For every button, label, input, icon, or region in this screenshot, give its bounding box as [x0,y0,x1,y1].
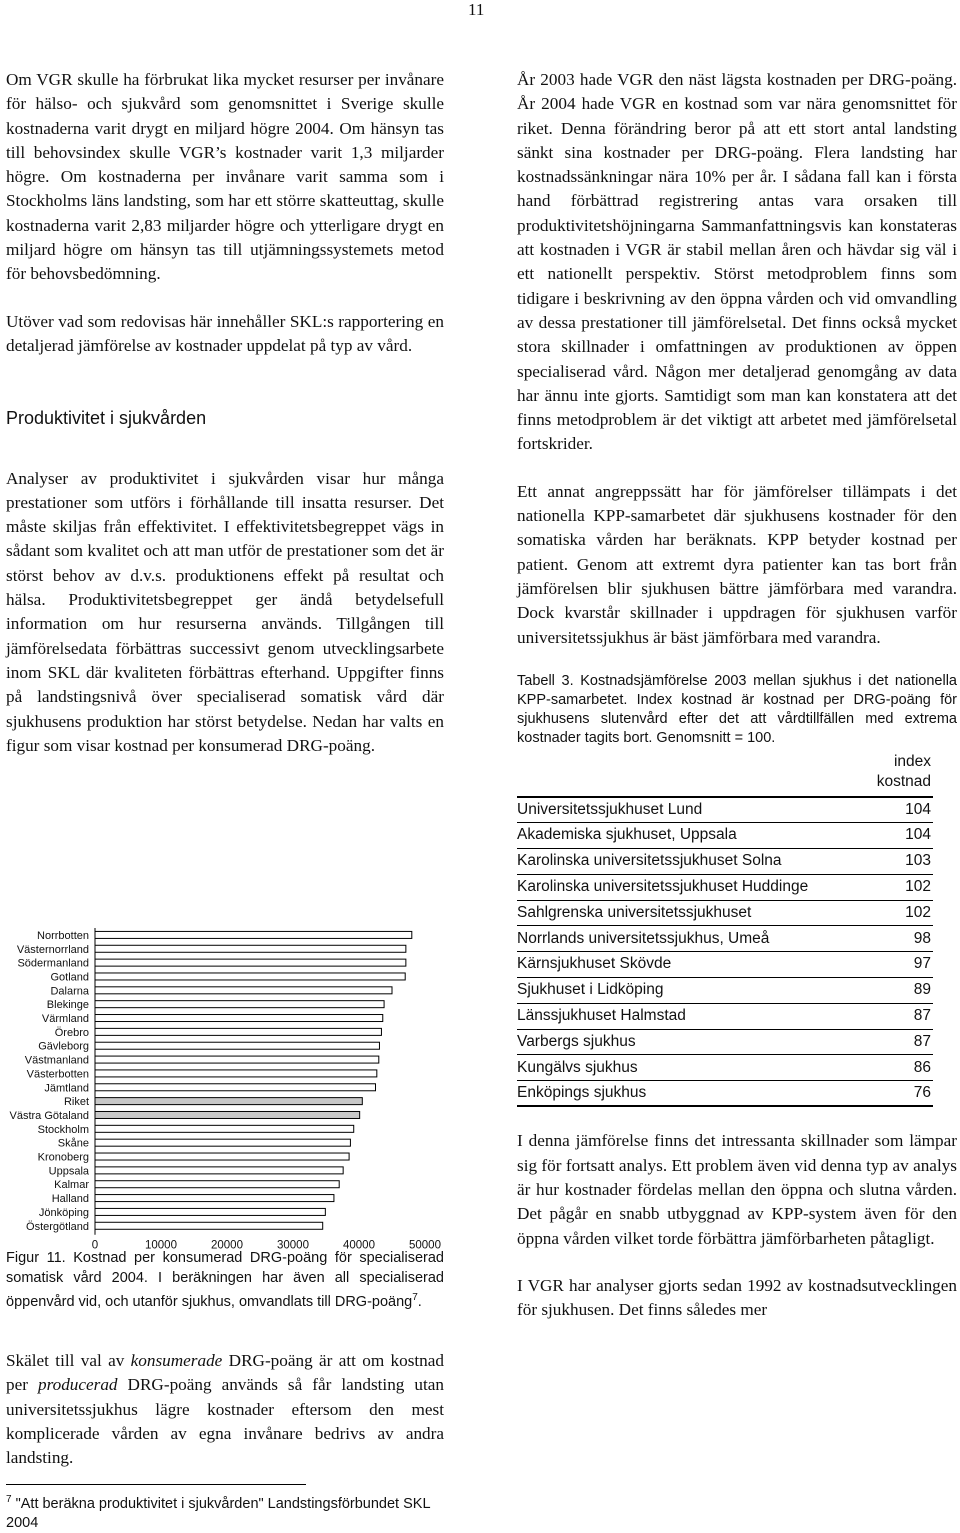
hospital-name: Länssjukhuset Halmstad [517,1006,686,1024]
hospital-name: Kungälvs sjukhus [517,1058,638,1076]
paragraph: I denna jämförelse finns det intressanta skillnader som lämpar sig för fortsatt analys. Ett problem även vid denna typ av analys är hur kostnader fördelas mellan den öppna och slutna vården. Det pågår en snabb utbyggnad av KPP-system även för den öppna vården vilket torde förbättra jämförbarheten påtagligt. [517,1131,957,1248]
category-label: Värmland [41,1013,89,1026]
x-tick-label: 0 [91,1239,99,1252]
x-tick-label: 20000 [211,1239,243,1252]
category-label: Jönköping [38,1206,89,1219]
index-value: 104 [905,826,931,844]
bar [95,1042,379,1049]
table-row [517,977,933,1003]
bar [95,1070,377,1077]
table-header-index: index kostnad [876,752,931,790]
hospital-name: Norrlands universitetssjukhus, Umeå [517,929,770,947]
x-tick-label: 40000 [343,1239,375,1252]
category-label: Blekinge [46,999,89,1012]
hospital-name: Kärnsjukhuset Skövde [517,955,672,973]
bar [95,1015,383,1022]
figure-caption: Figur 11. Kostnad per konsumerad DRG-poäng för specialiserad somatisk vård 2004. I beräkningen har även all specialiserad öppenvård vid, och utanför sjukhus, omvandlats till DRG-poäng$^7$. [6,1250,444,1310]
paragraph: Skälet till val av konsumerade DRG-poäng är att om kostnad per producerad DRG-poäng används så får landsting utan universitetssjukhus lägre kostnader eftersom den mest komplicerade vården av egna invånare bedrivs av andra landsting. [6,1351,444,1468]
paragraph: Utöver vad som redovisas här innehåller SKL:s rapportering en detaljerad jämförelse av kostnader uppdelat på typ av vård. [6,311,444,355]
bar [95,1153,349,1160]
table-row [517,900,933,926]
category-label: Jämtland [44,1082,89,1095]
paragraph: Om VGR skulle ha förbrukat lika mycket resurser per invånare för hälso- och sjukvård som genomsnittet i Sverige skulle kostnaderna varit drygt en miljard högre 2004. Om hänsyn tas till behovsindex skulle VGR’s kostnader varit 1,3 miljarder högre. Om kostnaderna per invånare varit samma som i Stockholms läns landsting, som har ett större skatteuttag, skulle kostnaderna varit 2,83 miljarder högre och ytterligare drygt en miljard högre om hänsyn tas till utjämningssystemets metod för behovsbedömning. [6,70,444,284]
index-value: 76 [913,1084,931,1102]
cost-table [517,752,933,1108]
bar [95,1139,350,1146]
left-column [6,68,444,758]
index-value: 97 [913,955,931,973]
table-row [517,823,933,849]
bar [95,1181,339,1188]
category-label: Kalmar [54,1179,89,1192]
index-value: 87 [913,1032,931,1050]
paragraph: År 2003 hade VGR den näst lägsta kostnaden per DRG-poäng. År 2004 hade VGR en kostnad som var nära genomsnittet för riket. Denna förändring beror på att ett stort antal landsting sänkt sina kostnader per DRG-poäng. Flera landsting har kostnadssänkningar nära 10% per år. I sådana fall kan i första hand förbättrad registrering antas vara orsaken till produktivitetshöjningarna Sammanfattningsvis kan konstateras att kostnaden i VGR är stabil mellan åren och hävdar sig väl i ett nationellt perspektiv. Störst metodproblem finns som tidigare i beskrivning av den öppna vården och vid omvandling av dessa prestationer till jämförelsetal. Det finns också mycket stora skillnader i omfattningen av produktionen av öppen specialiserad vård. Någon mer detaljerad genomgång av data har ännu inte gjorts. Samtidigt som man kan konstatera att det finns metodproblem är det viktigt att arbetet med jämförelsetal fortskrider. [517,70,957,454]
category-label: Gotland [50,971,89,984]
table-row [517,1029,933,1055]
section-heading: Produktivitet i sjukvården [6,408,207,429]
table-row [517,874,933,900]
table-row [517,848,933,874]
bar-chart [0,920,450,1252]
right-column [517,68,957,1322]
category-label: Gävleborg [38,1040,89,1053]
hospital-name: Karolinska universitetssjukhuset Huddinge [517,877,809,895]
paragraph: Ett annat angreppssätt har för jämförelser tillämpats i det nationella KPP-samarbetet där sjukhusens kostnader för den somatiska vården har beräknats. KPP betyder kostnad per patient. Genom att extremt dyra patienter kan tas bort från jämförelsen blir sjukhusen bättre jämförbara med varandra. Dock kvarstår skillnader i uppdragen för sjukhusen varför universitetssjukhus är bäst jämförbara med varandra. [517,481,957,647]
category-label: Halland [51,1193,89,1206]
category-label: Östergötland [26,1220,89,1233]
bar [95,1028,381,1035]
page-number: 11 [468,0,485,19]
paragraph: Analyser av produktivitet i sjukvården visar hur många prestationer som utförs i förhållande till insatta resurser. Det måste skiljas från effektivitet. I effektivitetsbegreppet vägs in sådant som kvalitet och att man utför de prestationer som det är störst behov av d.v.s. produktionens effekt på resultat och hälsa. Produktivitetsbegreppet ger ändå betydelsefull information om hur resurserna används. Tillgången till jämförelsedata förbättras successivt genom utvecklingsarbete inom SKL där kvaliteten förbättras efterhand. Uppgifter finns på landstingsnivå över specialiserad somatisk vård där sjukhusens produktion har störst betydelse. Nedan har valts en figur som visar kostnad per konsumerad DRG-poäng. [6,468,444,755]
footnote-divider [6,1484,306,1485]
bar [95,959,406,966]
category-label: Norrbotten [37,929,89,942]
hospital-name: Enköpings sjukhus [517,1084,647,1102]
bar [95,987,392,994]
table-row [517,1055,933,1081]
index-value: 87 [913,1006,931,1024]
index-value: 98 [913,929,931,947]
bar [95,1222,323,1229]
hospital-name: Varbergs sjukhus [517,1032,636,1050]
category-label: Västmanland [24,1054,89,1067]
bar [95,1125,354,1132]
category-label: Västerbotten [26,1068,89,1081]
category-label: Skåne [57,1137,89,1150]
index-value: 86 [913,1058,931,1076]
table-row [517,1081,933,1107]
x-tick-label: 10000 [145,1239,177,1252]
category-label: Södermanland [17,957,89,970]
x-tick-label: 50000 [409,1239,441,1252]
category-label: Västra Götaland [9,1109,89,1122]
category-label: Uppsala [48,1165,89,1178]
hospital-name: Akademiska sjukhuset, Uppsala [517,826,737,844]
x-tick-label: 30000 [277,1239,309,1252]
table-row [517,1003,933,1029]
hospital-name: Sjukhuset i Lidköping [517,981,664,999]
bar [95,931,412,938]
bar [95,1001,384,1008]
category-label: Västernorrland [16,943,89,956]
table-row [517,926,933,952]
bar [95,1084,376,1091]
index-value: 89 [913,981,931,999]
index-value: 102 [905,877,931,895]
bar [95,1111,360,1118]
table-caption: Tabell 3. Kostnadsjämförelse 2003 mellan sjukhus i det nationella KPP-samarbetet. Index kostnad är kostnad per DRG-poäng för sjukhusens slutenvård efter det att vårdtillfällen med extrema kostnader tagits bort. Genomsnitt = 100. [517,672,957,746]
index-value: 103 [905,852,931,870]
hospital-name: Sahlgrenska universitetssjukhuset [517,903,752,921]
paragraph: I VGR har analyser gjorts sedan 1992 av kostnadsutvecklingen för sjukhusen. Det finns således mer [517,1275,957,1320]
bar [95,945,406,952]
category-label: Stockholm [37,1123,89,1136]
bar [95,1208,325,1215]
category-label: Örebro [54,1026,89,1039]
bar [95,1098,362,1105]
hospital-name: Universitetssjukhuset Lund [517,800,703,818]
index-value: 102 [905,903,931,921]
table-row [517,952,933,978]
bar [95,1167,343,1174]
footnote: $^7$ "Att beräkna produktivitet i sjukvården" Landstingsförbundet SKL 2004 [6,1494,430,1531]
index-value: 104 [905,800,931,818]
category-label: Kronoberg [37,1151,89,1164]
bar [95,1195,334,1202]
hospital-name: Karolinska universitetssjukhuset Solna [517,852,782,870]
bar [95,1056,379,1063]
table-header-row [517,752,933,797]
category-label: Dalarna [50,985,89,998]
table-row [517,797,933,823]
bar [95,973,405,980]
category-label: Riket [63,1096,89,1109]
